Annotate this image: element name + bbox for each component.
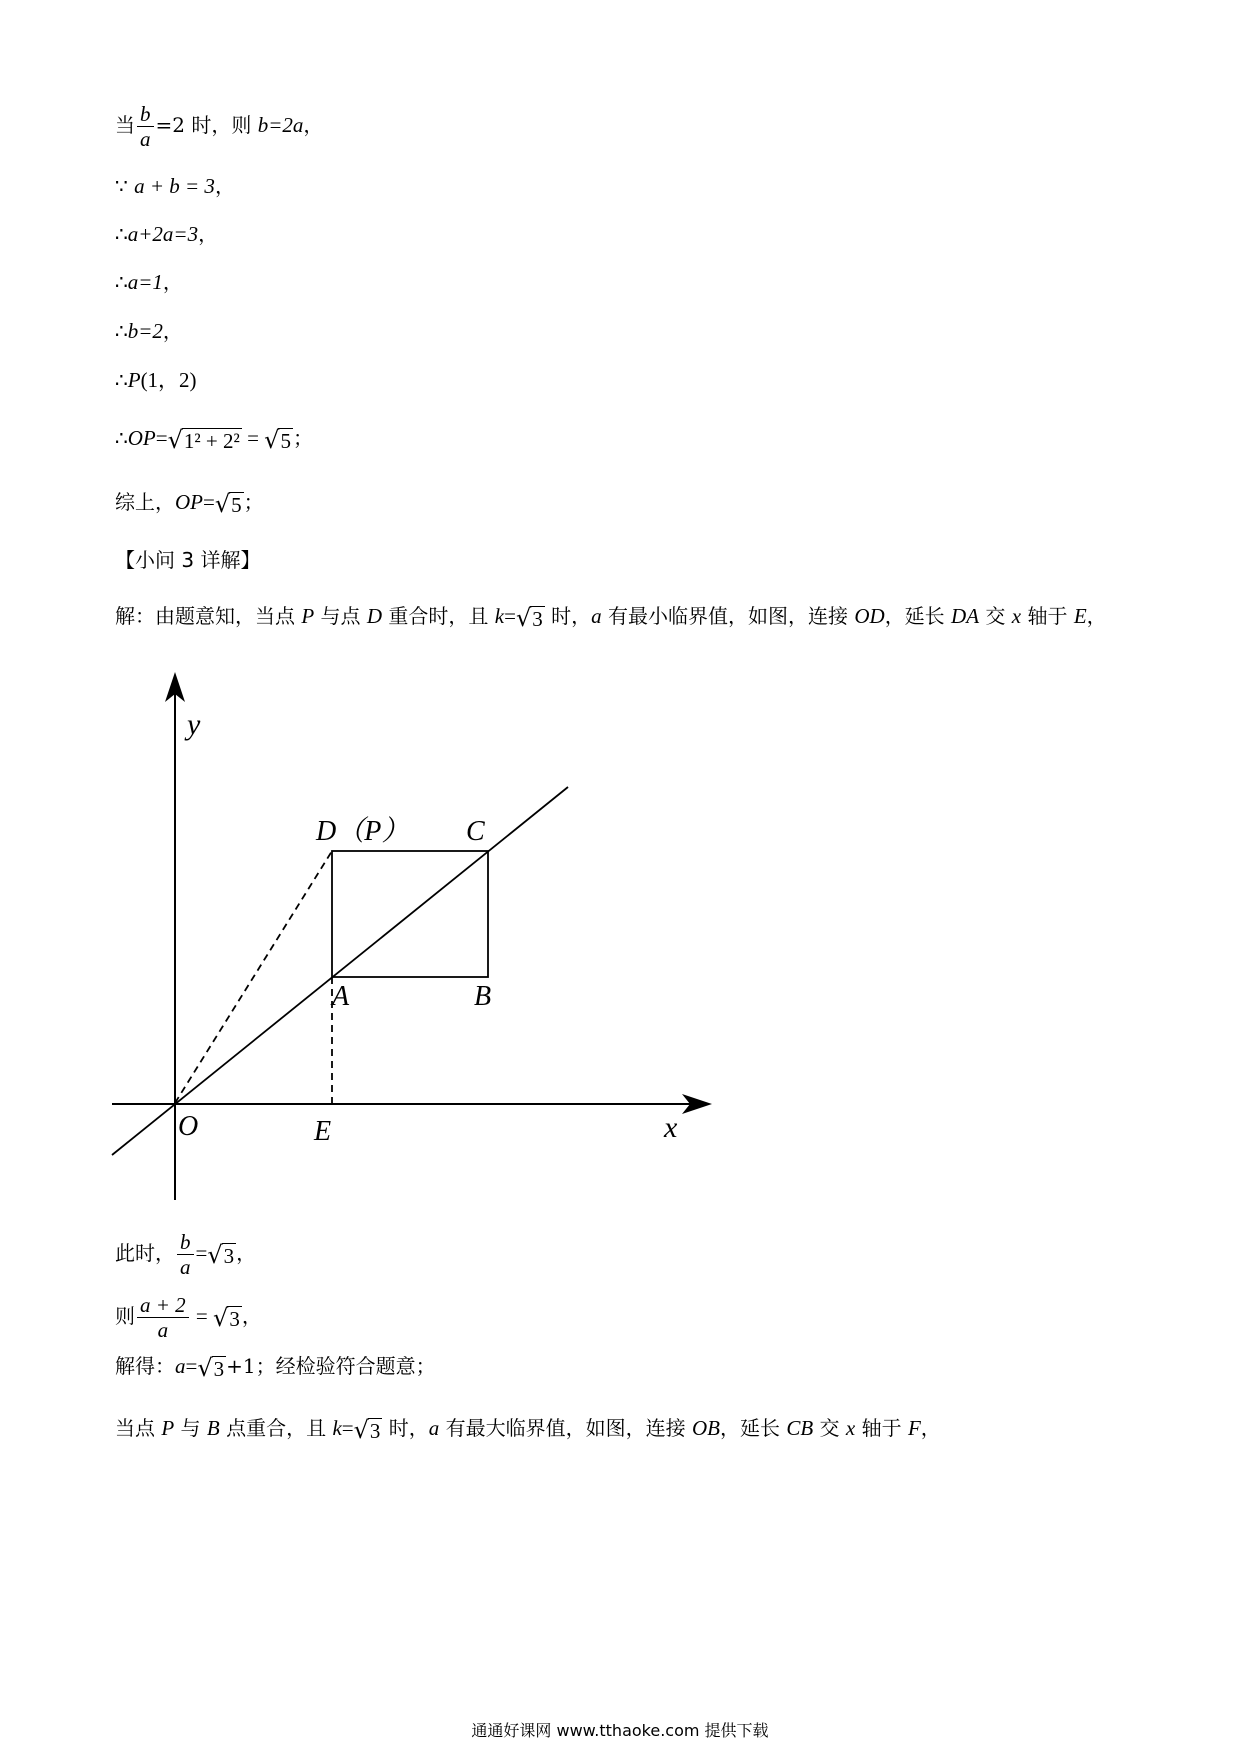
text: ，延长	[884, 604, 952, 628]
text: =	[504, 604, 516, 628]
text: 解得：	[115, 1354, 175, 1378]
math-var: P	[301, 604, 315, 628]
math-expr: a+2a=3	[127, 222, 199, 246]
numerator: b	[137, 102, 154, 127]
math-var: P	[161, 1416, 175, 1440]
math-var: B	[206, 1416, 220, 1440]
label-c: C	[466, 816, 485, 847]
text: ，	[162, 319, 183, 343]
denominator: a	[180, 1255, 191, 1279]
sqrt: √ 5	[264, 425, 291, 454]
text: =2 时，则	[155, 113, 258, 137]
after-line-4	[115, 1414, 941, 1443]
label-o: O	[178, 1111, 199, 1142]
radicand: 5	[280, 428, 291, 453]
math-var: OD	[854, 604, 885, 628]
math-var: OB	[692, 1416, 720, 1440]
math-expr: b=2a	[257, 113, 304, 137]
text: =	[190, 1304, 214, 1328]
after-line-1	[115, 1230, 256, 1279]
math-var: k	[332, 1416, 342, 1440]
text: +1；经检验符合题意；	[226, 1354, 436, 1378]
text: ，	[214, 174, 235, 198]
therefore-symbol: ∴	[115, 222, 128, 246]
radicand: 3	[229, 1306, 240, 1331]
radicand: 3	[223, 1243, 235, 1268]
sqrt: √ 3	[197, 1353, 225, 1382]
math-var: x	[845, 1416, 856, 1440]
math-var: DA	[951, 604, 980, 628]
radicand: 3	[213, 1356, 225, 1381]
text: 当点	[115, 1416, 162, 1440]
sqrt: √ 1² + 2²	[167, 425, 240, 454]
denominator: a	[140, 127, 151, 151]
math-expr: OP	[175, 490, 203, 514]
math-expr: a + b = 3	[134, 174, 215, 198]
numerator: b	[177, 1230, 194, 1255]
segment-od	[175, 851, 332, 1103]
text: ；	[292, 426, 313, 450]
math-var: F	[907, 1416, 921, 1440]
math-var: a	[591, 604, 602, 628]
text: ，	[920, 1416, 941, 1440]
text: 解：由题意知，当点	[115, 604, 302, 628]
label-x: x	[664, 1111, 678, 1144]
text: ；	[243, 490, 264, 514]
text: =	[195, 1241, 208, 1265]
text: 与	[174, 1416, 207, 1440]
text: ，	[236, 1241, 257, 1265]
text: 时，	[544, 604, 592, 628]
sqrt: √ 5	[214, 489, 242, 518]
text: ，	[241, 1304, 262, 1328]
text: 此时，	[115, 1241, 175, 1265]
sqrt: √ 3	[353, 1415, 381, 1444]
text: 重合时，且	[382, 604, 495, 628]
after-line-3	[115, 1352, 436, 1381]
text: 则	[115, 1304, 135, 1328]
radicand: 1² + 2²	[183, 428, 240, 453]
math-var: E	[1073, 604, 1087, 628]
text: 轴于	[1021, 604, 1074, 628]
text: ，延长	[720, 1416, 787, 1440]
math-expr: OP	[127, 426, 156, 450]
because-symbol: ∵	[115, 174, 128, 198]
math-expr: P	[127, 368, 141, 392]
label-b: B	[474, 981, 492, 1012]
text: 交	[979, 604, 1012, 628]
fraction	[137, 1293, 189, 1342]
math-var: a	[175, 1354, 186, 1378]
text: 与点	[314, 604, 367, 628]
math-var: x	[1011, 604, 1022, 628]
text: ，	[162, 270, 183, 294]
text: =	[341, 1416, 354, 1440]
after-line-2	[115, 1293, 262, 1342]
label-y: y	[187, 708, 201, 741]
sqrt: √ 3	[207, 1240, 235, 1269]
math-var: a	[428, 1416, 440, 1440]
sqrt: √ 3	[213, 1303, 240, 1332]
text: (1，2)	[140, 368, 197, 392]
text: 交	[813, 1416, 846, 1440]
page-footer: 通通好课网 www.tthaoke.com 提供下载	[471, 1721, 769, 1740]
numerator: a + 2	[137, 1293, 189, 1318]
text: =	[155, 426, 168, 450]
denominator: a	[157, 1318, 169, 1342]
text: 时，	[382, 1416, 429, 1440]
text: 有最大临界值，如图，连接	[439, 1416, 692, 1440]
text: ，	[303, 113, 324, 137]
text: 综上，	[115, 490, 175, 514]
math-var: D	[366, 604, 383, 628]
radicand: 3	[369, 1418, 381, 1443]
therefore-symbol: ∴	[115, 368, 128, 392]
text: =	[203, 490, 215, 514]
math-var: CB	[786, 1416, 814, 1440]
text: =	[241, 426, 265, 450]
label-e: E	[314, 1116, 332, 1147]
text: 轴于	[855, 1416, 908, 1440]
text: ，	[1086, 604, 1107, 628]
math-expr: a=1	[127, 270, 163, 294]
text: =	[185, 1354, 198, 1378]
therefore-symbol: ∴	[115, 270, 128, 294]
label-a: A	[332, 981, 350, 1012]
text: 当	[115, 113, 135, 137]
sqrt: √ 3	[515, 603, 543, 632]
math-var: k	[494, 604, 505, 628]
therefore-symbol: ∴	[115, 319, 128, 343]
label-d-p: D（P）	[316, 816, 410, 847]
text: ，	[198, 222, 219, 246]
fraction	[177, 1230, 194, 1279]
text: 有最小临界值，如图，连接	[601, 604, 855, 628]
therefore-symbol: ∴	[115, 426, 128, 450]
radicand: 3	[532, 606, 543, 631]
radicand: 5	[231, 492, 242, 517]
section-heading: 【小问 3 详解】	[115, 548, 261, 572]
text: 点重合，且	[219, 1416, 333, 1440]
math-expr: b=2	[127, 319, 163, 343]
